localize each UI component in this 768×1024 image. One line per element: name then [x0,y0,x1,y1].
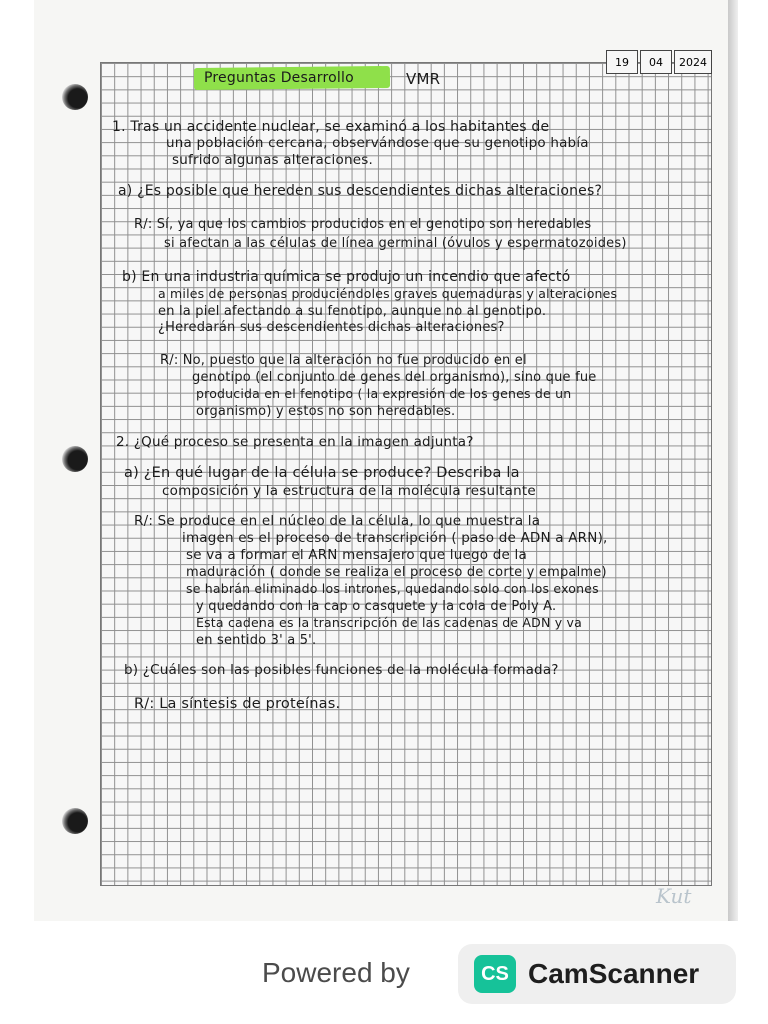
text-line: genotipo (el conjunto de genes del organismo), sino que fue [192,370,597,385]
text-line: 2. ¿Qué proceso se presenta en la imagen adjunta? [116,434,474,450]
text-line: se habrán eliminado los intrones, quedando solo con los exones [186,581,599,596]
text-line: a) ¿En qué lugar de la célula se produce? Describa la [124,465,520,481]
page-title: Preguntas Desarrollo [204,70,354,86]
text-line: se va a formar el ARN mensajero que luego de la [186,547,527,563]
text-line: imagen es el proceso de transcripción ( paso de ADN a ARN), [182,530,608,546]
date-month: 04 [640,50,672,74]
binder-hole-2 [62,446,88,472]
date-day: 19 [606,50,638,74]
text-line: b) ¿Cuáles son las posibles funciones de la molécula formada? [124,662,559,678]
text-line: producida en el fenotipo ( la expresión de los genes de un [196,386,572,401]
text-line: R/: La síntesis de proteínas. [134,696,341,712]
date-year: 2024 [674,50,712,74]
text-line: a miles de personas produciéndoles graves quemaduras y alteraciones [158,286,618,301]
powered-by-text: Powered by [262,957,410,988]
text-line: ¿Heredarán sus descendientes dichas alteraciones? [158,320,505,335]
text-line: R/: Sí, ya que los cambios producidos en el genotipo son heredables [134,217,592,232]
text-line: en la piel afectando a su fenotipo, aunque no al genotipo. [158,304,547,319]
text-line: b) En una industria química se produjo un incendio que afectó [122,269,571,285]
text-line: R/: Se produce en el núcleo de la célula, lo que muestra la [134,513,541,529]
text-line: a) ¿Es posible que hereden sus descendientes dichas alteraciones? [118,183,603,199]
text-line: organismo) y estos no son heredables. [196,404,456,419]
text-line: R/: No, puesto que la alteración no fue producido en el [160,353,527,368]
camscanner-logo-icon: CS [474,955,516,993]
page-edge-shadow [728,0,738,921]
binder-hole-3 [62,808,88,834]
camscanner-name: CamScanner [528,958,700,989]
binder-hole-1 [62,84,88,110]
text-line: una población cercana, observándose que su genotipo había [166,135,589,151]
text-line: maduración ( donde se realiza el proceso de corte y empalme) [186,565,607,580]
text-line: composición y la estructura de la molécula resultante [162,483,536,499]
text-line: sufrido algunas alteraciones. [172,152,373,168]
author-initials: VMR [406,70,441,88]
text-line: 1. Tras un accidente nuclear, se examinó a los habitantes de [112,119,550,135]
notebook-brand-mark: Kut [656,884,692,908]
camscanner-badge[interactable] [458,944,736,1004]
text-line: si afectan a las células de línea germinal (óvulos y espermatozoides) [164,236,627,251]
text-line: y quedando con la cap o casquete y la cola de Poly A. [196,599,557,614]
text-line: Esta cadena es la transcripción de las cadenas de ADN y va [196,615,582,630]
text-line: en sentido 3' a 5'. [196,633,317,648]
